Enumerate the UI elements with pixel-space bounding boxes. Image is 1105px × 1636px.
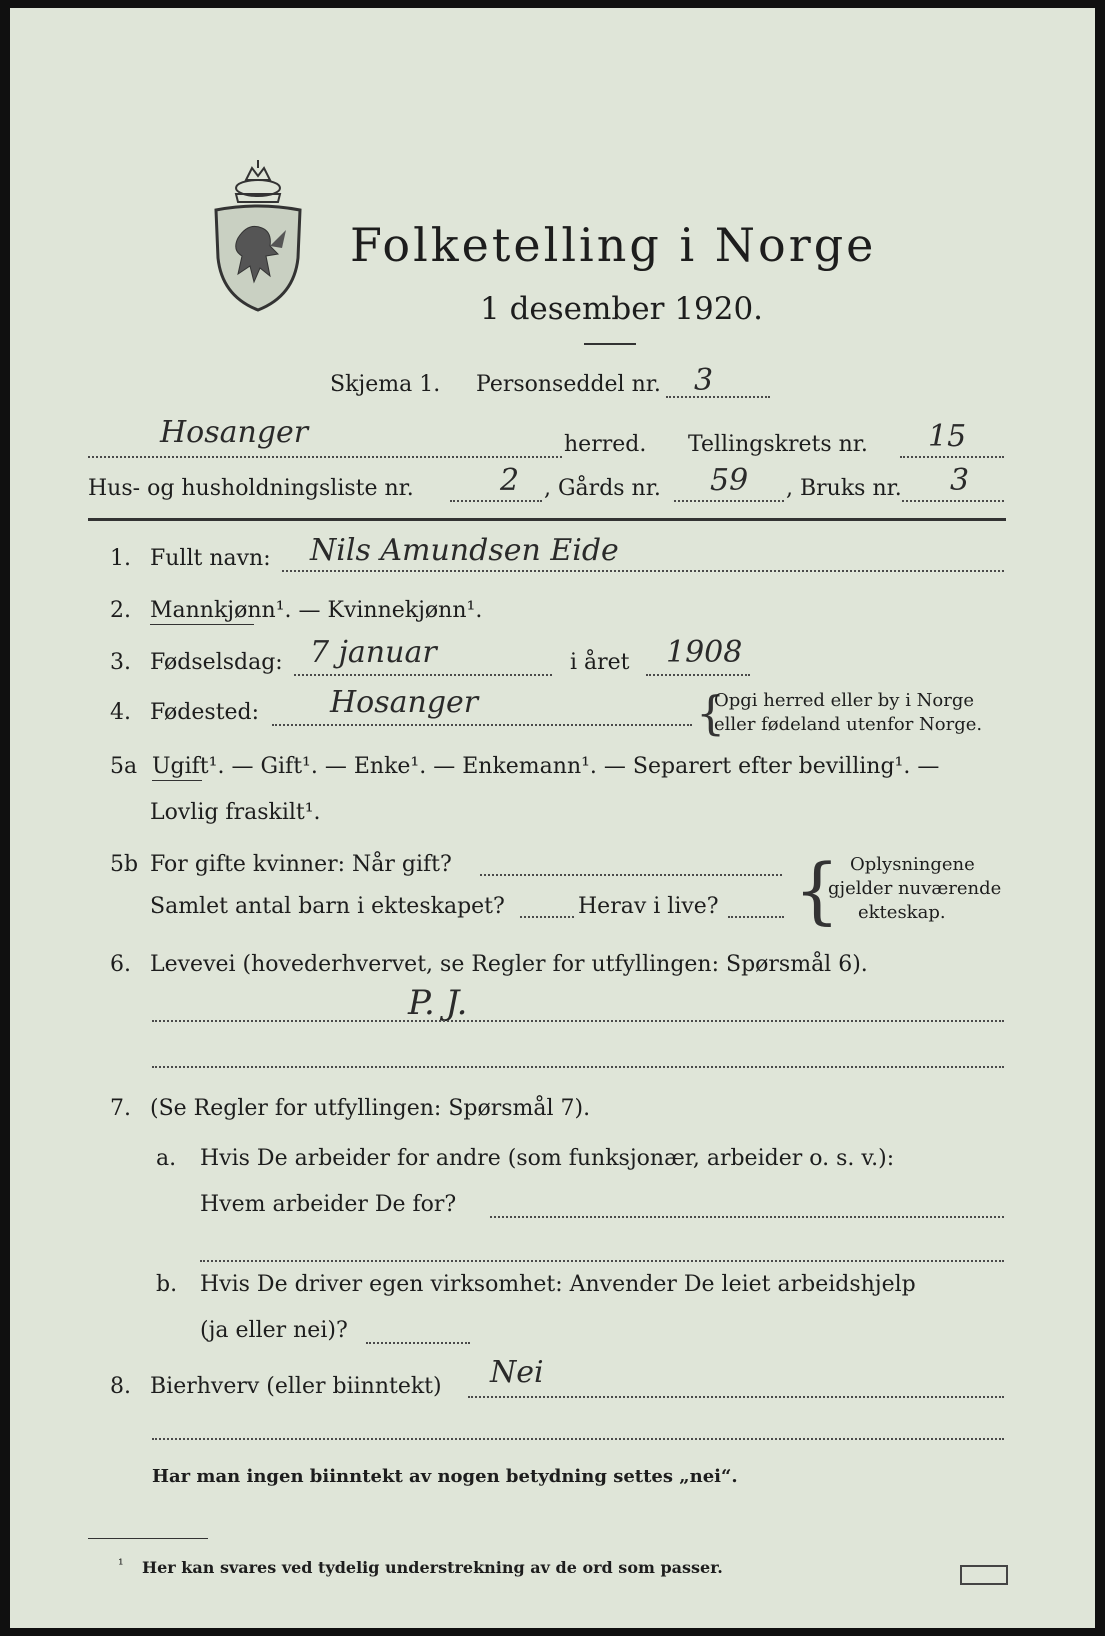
q5a-text: Ugift¹. — Gift¹. — Enke¹. — Enkemann¹. — Separert efter bevilling¹. — xyxy=(152,754,940,779)
q7a-text-2: Hvem arbeider De for? xyxy=(200,1192,457,1217)
q8-label: Bierhverv (eller biinntekt) xyxy=(150,1374,442,1399)
footer-note: Har man ingen biinntekt av nogen betydning settes „nei“. xyxy=(152,1466,738,1487)
footnote-rule xyxy=(88,1538,208,1539)
q5b-number: 5b xyxy=(110,852,139,877)
personseddel-label: Personseddel nr. xyxy=(476,372,661,397)
census-form xyxy=(10,8,1095,1628)
personseddel-line xyxy=(666,396,770,398)
q1-number: 1. xyxy=(110,546,131,571)
q4-note-2: eller fødeland utenfor Norge. xyxy=(714,714,983,735)
bruks-label: , Bruks nr. xyxy=(786,476,902,501)
q7a-line-1 xyxy=(490,1216,1004,1218)
q3-value[interactable]: 7 januar xyxy=(310,635,437,670)
gards-label: , Gårds nr. xyxy=(544,476,661,501)
q2-number: 2. xyxy=(110,598,131,623)
q5b-label-2: Samlet antal barn i ekteskapet? xyxy=(150,894,505,919)
q3-number: 3. xyxy=(110,650,131,675)
bruks-line xyxy=(902,500,1004,502)
q4-value[interactable]: Hosanger xyxy=(330,685,479,720)
q4-note-1: Opgi herred eller by i Norge xyxy=(714,690,975,711)
footnote-mark: ¹ xyxy=(118,1557,124,1573)
form-title: Folketelling i Norge xyxy=(350,218,877,272)
q6-number: 6. xyxy=(110,952,131,977)
footnote-text: Her kan svares ved tydelig understrekning av de ord som passer. xyxy=(142,1558,723,1577)
q8-number: 8. xyxy=(110,1374,131,1399)
printer-stamp xyxy=(960,1565,1008,1585)
header-rule xyxy=(88,518,1006,521)
q4-line xyxy=(272,724,692,726)
herred-value[interactable]: Hosanger xyxy=(160,415,309,450)
q3-year-label: i året xyxy=(570,650,630,675)
q5b-line-3 xyxy=(728,916,784,918)
gards-line xyxy=(674,500,784,502)
tellingskrets-label: Tellingskrets nr. xyxy=(688,432,868,457)
q4-label: Fødested: xyxy=(150,700,260,725)
q4-brace: { xyxy=(696,686,726,740)
q6-line-1 xyxy=(152,1020,1004,1022)
q2-text: Mannkjønn¹. — Kvinnekjønn¹. xyxy=(150,598,483,623)
q7b-text: Hvis De driver egen virksomhet: Anvender De leiet arbeidshjelp xyxy=(200,1272,916,1297)
q6-text: Levevei (hovederhvervet, se Regler for utfyllingen: Spørsmål 6). xyxy=(150,952,868,977)
q5b-note-3: ekteskap. xyxy=(858,902,946,923)
q6-line-2 xyxy=(152,1066,1004,1068)
q1-value[interactable]: Nils Amundsen Eide xyxy=(310,533,619,568)
q5b-label-3: Herav i live? xyxy=(578,894,719,919)
q8-line-2 xyxy=(152,1438,1004,1440)
q7b-line xyxy=(366,1342,470,1344)
q5b-note-1: Oplysningene xyxy=(850,854,975,875)
q3-line xyxy=(294,674,552,676)
q7-text: (Se Regler for utfyllingen: Spørsmål 7). xyxy=(150,1096,591,1121)
coat-of-arms-icon xyxy=(208,158,308,318)
title-divider xyxy=(584,343,636,345)
form-date: 1 desember 1920. xyxy=(480,291,764,327)
q5a-underline xyxy=(152,780,202,781)
q3-label: Fødselsdag: xyxy=(150,650,283,675)
skjema-label: Skjema 1. xyxy=(330,372,441,397)
q5b-brace: { xyxy=(794,848,840,932)
q6-value[interactable]: P. J. xyxy=(408,983,468,1023)
hus-label: Hus- og husholdningsliste nr. xyxy=(88,476,414,501)
q3-year-value[interactable]: 1908 xyxy=(666,635,743,670)
bruks-value[interactable]: 3 xyxy=(950,463,970,498)
q5a-text-2: Lovlig fraskilt¹. xyxy=(150,800,321,825)
q5b-line-1 xyxy=(480,874,782,876)
q1-label: Fullt navn: xyxy=(150,546,271,571)
personseddel-value[interactable]: 3 xyxy=(694,363,714,398)
q5b-note-2: gjelder nuværende xyxy=(828,878,1002,899)
tellingskrets-line xyxy=(900,456,1004,458)
tellingskrets-value[interactable]: 15 xyxy=(928,419,967,454)
q7b-number: b. xyxy=(156,1272,178,1297)
q8-value[interactable]: Nei xyxy=(490,1355,544,1390)
q3-year-line xyxy=(646,674,750,676)
hus-value[interactable]: 2 xyxy=(500,463,520,498)
q5b-label-1: For gifte kvinner: Når gift? xyxy=(150,852,452,877)
q7a-text: Hvis De arbeider for andre (som funksjonær, arbeider o. s. v.): xyxy=(200,1146,895,1171)
herred-label: herred. xyxy=(564,432,647,457)
q8-line-1 xyxy=(468,1396,1004,1398)
gards-value[interactable]: 59 xyxy=(710,463,749,498)
q5b-line-2 xyxy=(520,916,574,918)
q7a-number: a. xyxy=(156,1146,177,1171)
q4-number: 4. xyxy=(110,700,131,725)
herred-line xyxy=(88,456,562,458)
q5a-number: 5a xyxy=(110,754,138,779)
q7a-line-2 xyxy=(200,1260,1004,1262)
q2-underline xyxy=(150,624,254,625)
q1-line xyxy=(282,570,1004,572)
q7b-text-2: (ja eller nei)? xyxy=(200,1318,348,1343)
q7-number: 7. xyxy=(110,1096,131,1121)
hus-line xyxy=(450,500,542,502)
